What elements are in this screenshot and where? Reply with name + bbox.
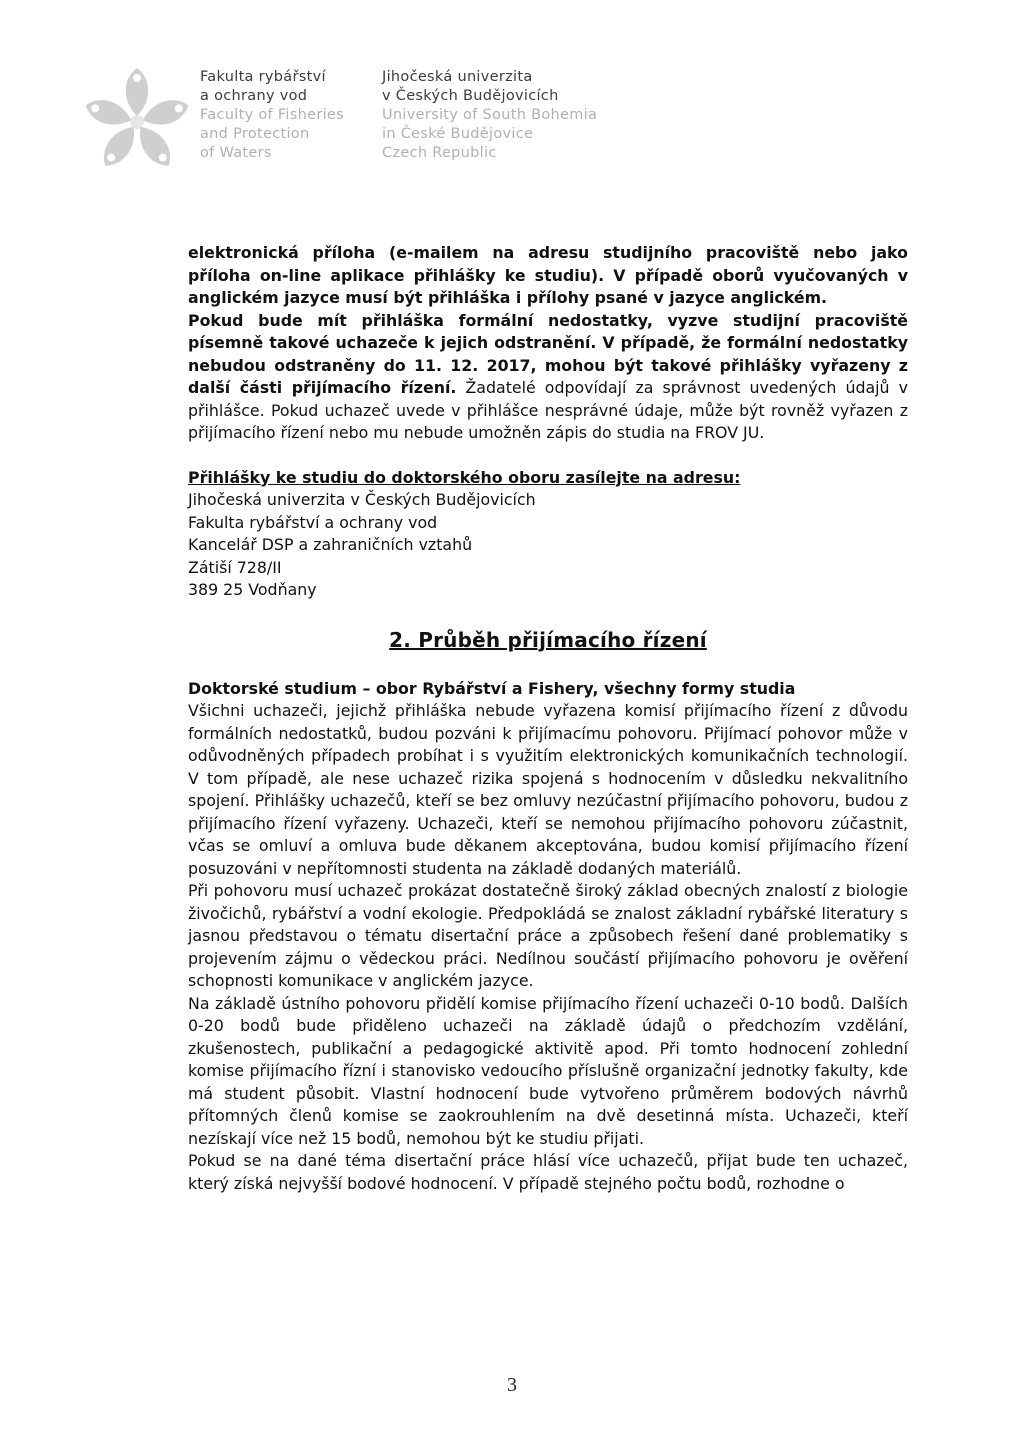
mailing-address-title: Přihlášky ke studiu do doktorského oboru zasílejte na adresu:: [188, 467, 741, 487]
faculty-name-en-line: and Protection: [200, 126, 310, 142]
address-line: Jihočeská univerzita v Českých Budějovicích: [188, 490, 536, 509]
section-paragraph: Všichni uchazeči, jejichž přihláška nebude vyřazena komisí přijímacího řízení z důvodu formálních nedostatků, budou pozváni k přijímacímu pohovoru. Přijímací pohovor může v odůvodněných případech probíhat i s využitím elektronických komunikačních technologií. V tom případě, ale nese uchazeč rizika spojená s hodnocením v důsledku nekvalitního spojení. Přihlášky uchazečů, kteří se bez omluvy nezúčastní přijímacího pohovoru, budou z přijímacího řízení vyřazeny. Uchazeči, kteří se nemohou přijímacího pohovoru zúčastnit, včas se omluví a omluva bude děkanem akceptována, budou komisí přijímacího řízení posuzováni v nepřítomnosti studenta na základě dodaných materiálů.: [188, 701, 908, 878]
faculty-name-en-line: Faculty of Fisheries: [200, 107, 344, 123]
faculty-name-en-line: of Waters: [200, 145, 272, 161]
university-name-en-line: in České Budějovice: [382, 126, 534, 142]
letterhead-faculty-name: [200, 68, 344, 163]
address-line: 389 25 Vodňany: [188, 580, 317, 599]
faculty-name-line: a ochrany vod: [200, 88, 308, 104]
address-line: Kancelář DSP a zahraničních vztahů: [188, 535, 473, 554]
section-heading: 2. Průběh přijímacího řízení: [389, 627, 707, 652]
university-flower-logo-icon: [82, 64, 192, 176]
university-name-line: Jihočeská univerzita: [382, 69, 533, 85]
address-line: Fakulta rybářství a ochrany vod: [188, 512, 438, 532]
intro-paragraph-deficiencies: [188, 310, 908, 445]
letterhead: [82, 58, 602, 188]
university-name-en-line: Czech Republic: [382, 145, 497, 161]
section-paragraph: Při pohovoru musí uchazeč prokázat dostatečně široký základ obecných znalostí z biologie živočichů, rybářství a vodní ekologie. Předpokládá se znalost základní rybářské literatury s jasnou představou o tématu disertační práce a způsobech řešení dané problematiky s projevením zájmu o vědeckou práci. Nedílnou součástí přijímacího pohovoru je ověření schopnosti komunikace v anglickém jazyce.: [188, 881, 908, 990]
letterhead-university-name: [382, 68, 597, 163]
document-body: [188, 242, 908, 1195]
faculty-name-line: Fakulta rybářství: [200, 69, 326, 85]
section-paragraph: Na základě ústního pohovoru přidělí komise přijímacího řízení uchazeči 0-10 bodů. Dalších 0-20 bodů bude přiděleno uchazeči na základě údajů o předchozím vzdělání, zkušenostech, publikační a pedagogické aktivitě apod. Při tomto hodnocení zohlední komise přijímacího řízní i stanovisko vedoucího příslušně organizační jednotky fakulty, kde má student působit. Vlastní hodnocení bude vytvořeno průměrem bodových návrhů přítomných členů komise se zaokrouhlením na dvě desetinná místa. Uchazeči, kteří nezískají více než 15 bodů, nemohou být ke studiu přijati.: [188, 993, 908, 1148]
deficiencies-bold-text: Pokud bude mít přihláška formální nedostatky, vyzve studijní pracoviště písemně takové uchazeče k jejich odstranění. V případě, že formální nedostatky nebudou odstraněny do 11. 12. 2017, mohou být takové přihlášky vyřazeny z další části přijímacího řízení.: [188, 310, 908, 397]
university-name-en-line: University of South Bohemia: [382, 107, 598, 123]
intro-paragraph-attachment: elektronická příloha (e-mailem na adresu studijního pracoviště nebo jako příloha on-line aplikace přihlášky ke studiu). V případě oborů vyučovaných v anglickém jazyce musí být přihláška i přílohy psané v jazyce anglickém.: [188, 243, 908, 307]
address-line: Zátiší 728/II: [188, 557, 282, 577]
mailing-address-block: [188, 467, 908, 602]
university-name-line: v Českých Budějovicích: [382, 88, 559, 104]
section-paragraph: Pokud se na dané téma disertační práce hlásí více uchazečů, přijat bude ten uchazeč, který získá nejvyšší bodové hodnocení. V případě stejného počtu bodů, rozhodne o: [188, 1151, 908, 1193]
deficiencies-normal-text: Žadatelé odpovídají za správnost uvedených údajů v přihlášce. Pokud uchazeč uvede v přihlášce nesprávné údaje, může být rovněž vyřazen z přijímacího řízení nebo mu nebude umožněn zápis do studia na FROV JU.: [188, 378, 909, 442]
page-number: 3: [507, 1374, 517, 1396]
section-subheading: Doktorské studium – obor Rybářství a Fishery, všechny formy studia: [188, 678, 796, 698]
